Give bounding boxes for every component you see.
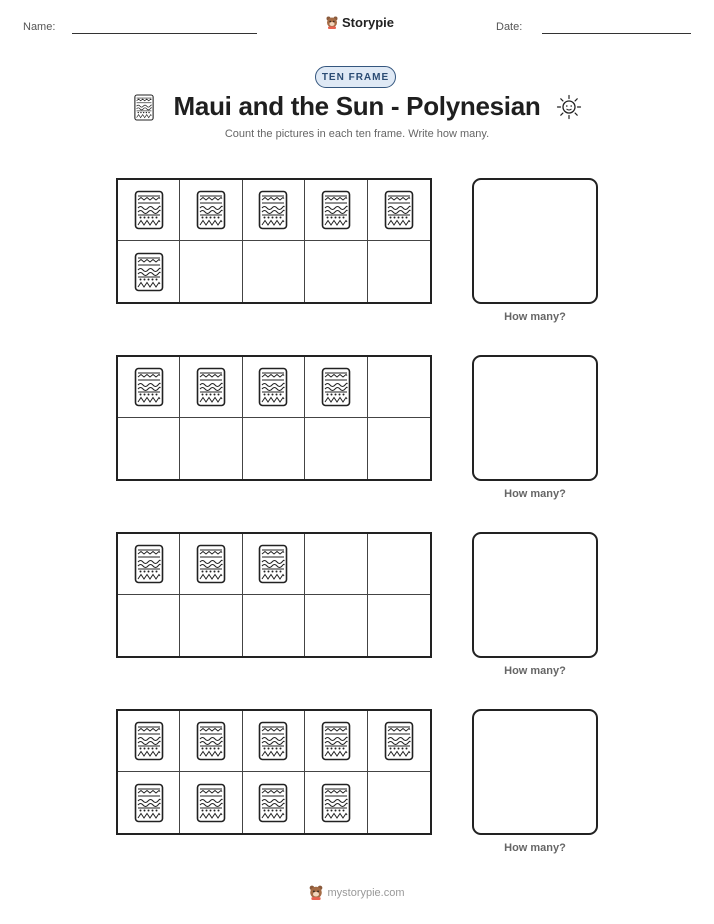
ten-frame-cell [118, 180, 180, 241]
ten-frame-cell [180, 595, 242, 656]
tapa-cloth-icon [196, 721, 226, 761]
ten-frame [116, 178, 432, 304]
ten-frame-cell [180, 180, 242, 241]
ten-frame-cell [368, 772, 430, 833]
tapa-cloth-icon [196, 367, 226, 407]
ten-frame-cell [305, 241, 367, 302]
brand-name: Storypie [342, 15, 395, 30]
ten-frame-cell [180, 534, 242, 595]
ten-frame-cell [118, 534, 180, 595]
ten-frame-cell [118, 357, 180, 418]
tapa-cloth-icon [321, 721, 351, 761]
date-label: Date: [496, 21, 523, 33]
name-line [72, 33, 257, 34]
ten-frame-cell [118, 418, 180, 479]
tapa-cloth-icon [384, 190, 414, 230]
ten-frame-cell [180, 418, 242, 479]
tapa-cloth-icon [321, 783, 351, 823]
tapa-cloth-icon [258, 544, 288, 584]
ten-frame-cell [118, 241, 180, 302]
brand-logo [326, 15, 394, 30]
tapa-cloth-icon [258, 783, 288, 823]
tapa-cloth-icon [134, 783, 164, 823]
ten-frame-cell [305, 180, 367, 241]
ten-frame-cell [368, 534, 430, 595]
bear-icon [326, 16, 338, 29]
answer-box[interactable] [472, 178, 598, 304]
ten-frame-cell [305, 418, 367, 479]
ten-frame-cell [118, 595, 180, 656]
ten-frame-cell [305, 711, 367, 772]
ten-frame-cell [243, 772, 305, 833]
ten-frame-cell [243, 595, 305, 656]
how-many-label: How many? [504, 842, 566, 854]
sun-icon [556, 94, 582, 120]
ten-frame-cell [243, 180, 305, 241]
ten-frame-cell [305, 772, 367, 833]
date-line [542, 33, 691, 34]
tapa-cloth-icon [258, 367, 288, 407]
ten-frame-cell [180, 241, 242, 302]
ten-frame-cell [180, 772, 242, 833]
ten-frame-cell [305, 357, 367, 418]
answer-box[interactable] [472, 532, 598, 658]
ten-frame-cell [368, 357, 430, 418]
tapa-cloth-icon [134, 367, 164, 407]
name-label: Name: [23, 21, 56, 33]
ten-frame-cell [243, 241, 305, 302]
ten-frame-cell [368, 180, 430, 241]
ten-frame-badge: TEN FRAME [315, 66, 396, 88]
answer-box[interactable] [472, 709, 598, 835]
tapa-cloth-icon [134, 190, 164, 230]
footer [0, 885, 714, 900]
tapa-cloth-icon [321, 367, 351, 407]
how-many-label: How many? [504, 665, 566, 677]
ten-frame-cell [243, 357, 305, 418]
ten-frame-cell [243, 418, 305, 479]
tapa-cloth-icon [134, 544, 164, 584]
ten-frame-cell [305, 595, 367, 656]
ten-frame-cell [180, 711, 242, 772]
page-title: Maui and the Sun - Polynesian [173, 91, 541, 121]
ten-frame-cell [368, 595, 430, 656]
ten-frame [116, 532, 432, 658]
tapa-cloth-icon [134, 721, 164, 761]
ten-frame-cell [180, 357, 242, 418]
ten-frame-cell [243, 711, 305, 772]
how-many-label: How many? [504, 311, 566, 323]
answer-box[interactable] [472, 355, 598, 481]
ten-frame-cell [118, 711, 180, 772]
ten-frame-cell [305, 534, 367, 595]
ten-frame-cell [243, 534, 305, 595]
ten-frame [116, 355, 432, 481]
tapa-cloth-icon [196, 544, 226, 584]
tapa-cloth-icon [321, 190, 351, 230]
how-many-label: How many? [504, 488, 566, 500]
tapa-cloth-icon [134, 252, 164, 292]
ten-frame-cell [368, 418, 430, 479]
tapa-cloth-icon [258, 190, 288, 230]
ten-frame-cell [368, 711, 430, 772]
instructions: Count the pictures in each ten frame. Write how many. [224, 128, 490, 140]
tapa-cloth-icon [258, 721, 288, 761]
ten-frame-cell [118, 772, 180, 833]
ten-frame [116, 709, 432, 835]
ten-frame-cell [368, 241, 430, 302]
bear-icon [309, 885, 323, 900]
tapa-cloth-icon [196, 190, 226, 230]
tapa-cloth-icon [384, 721, 414, 761]
tapa-cloth-icon [196, 783, 226, 823]
footer-url: mystorypie.com [327, 886, 405, 899]
